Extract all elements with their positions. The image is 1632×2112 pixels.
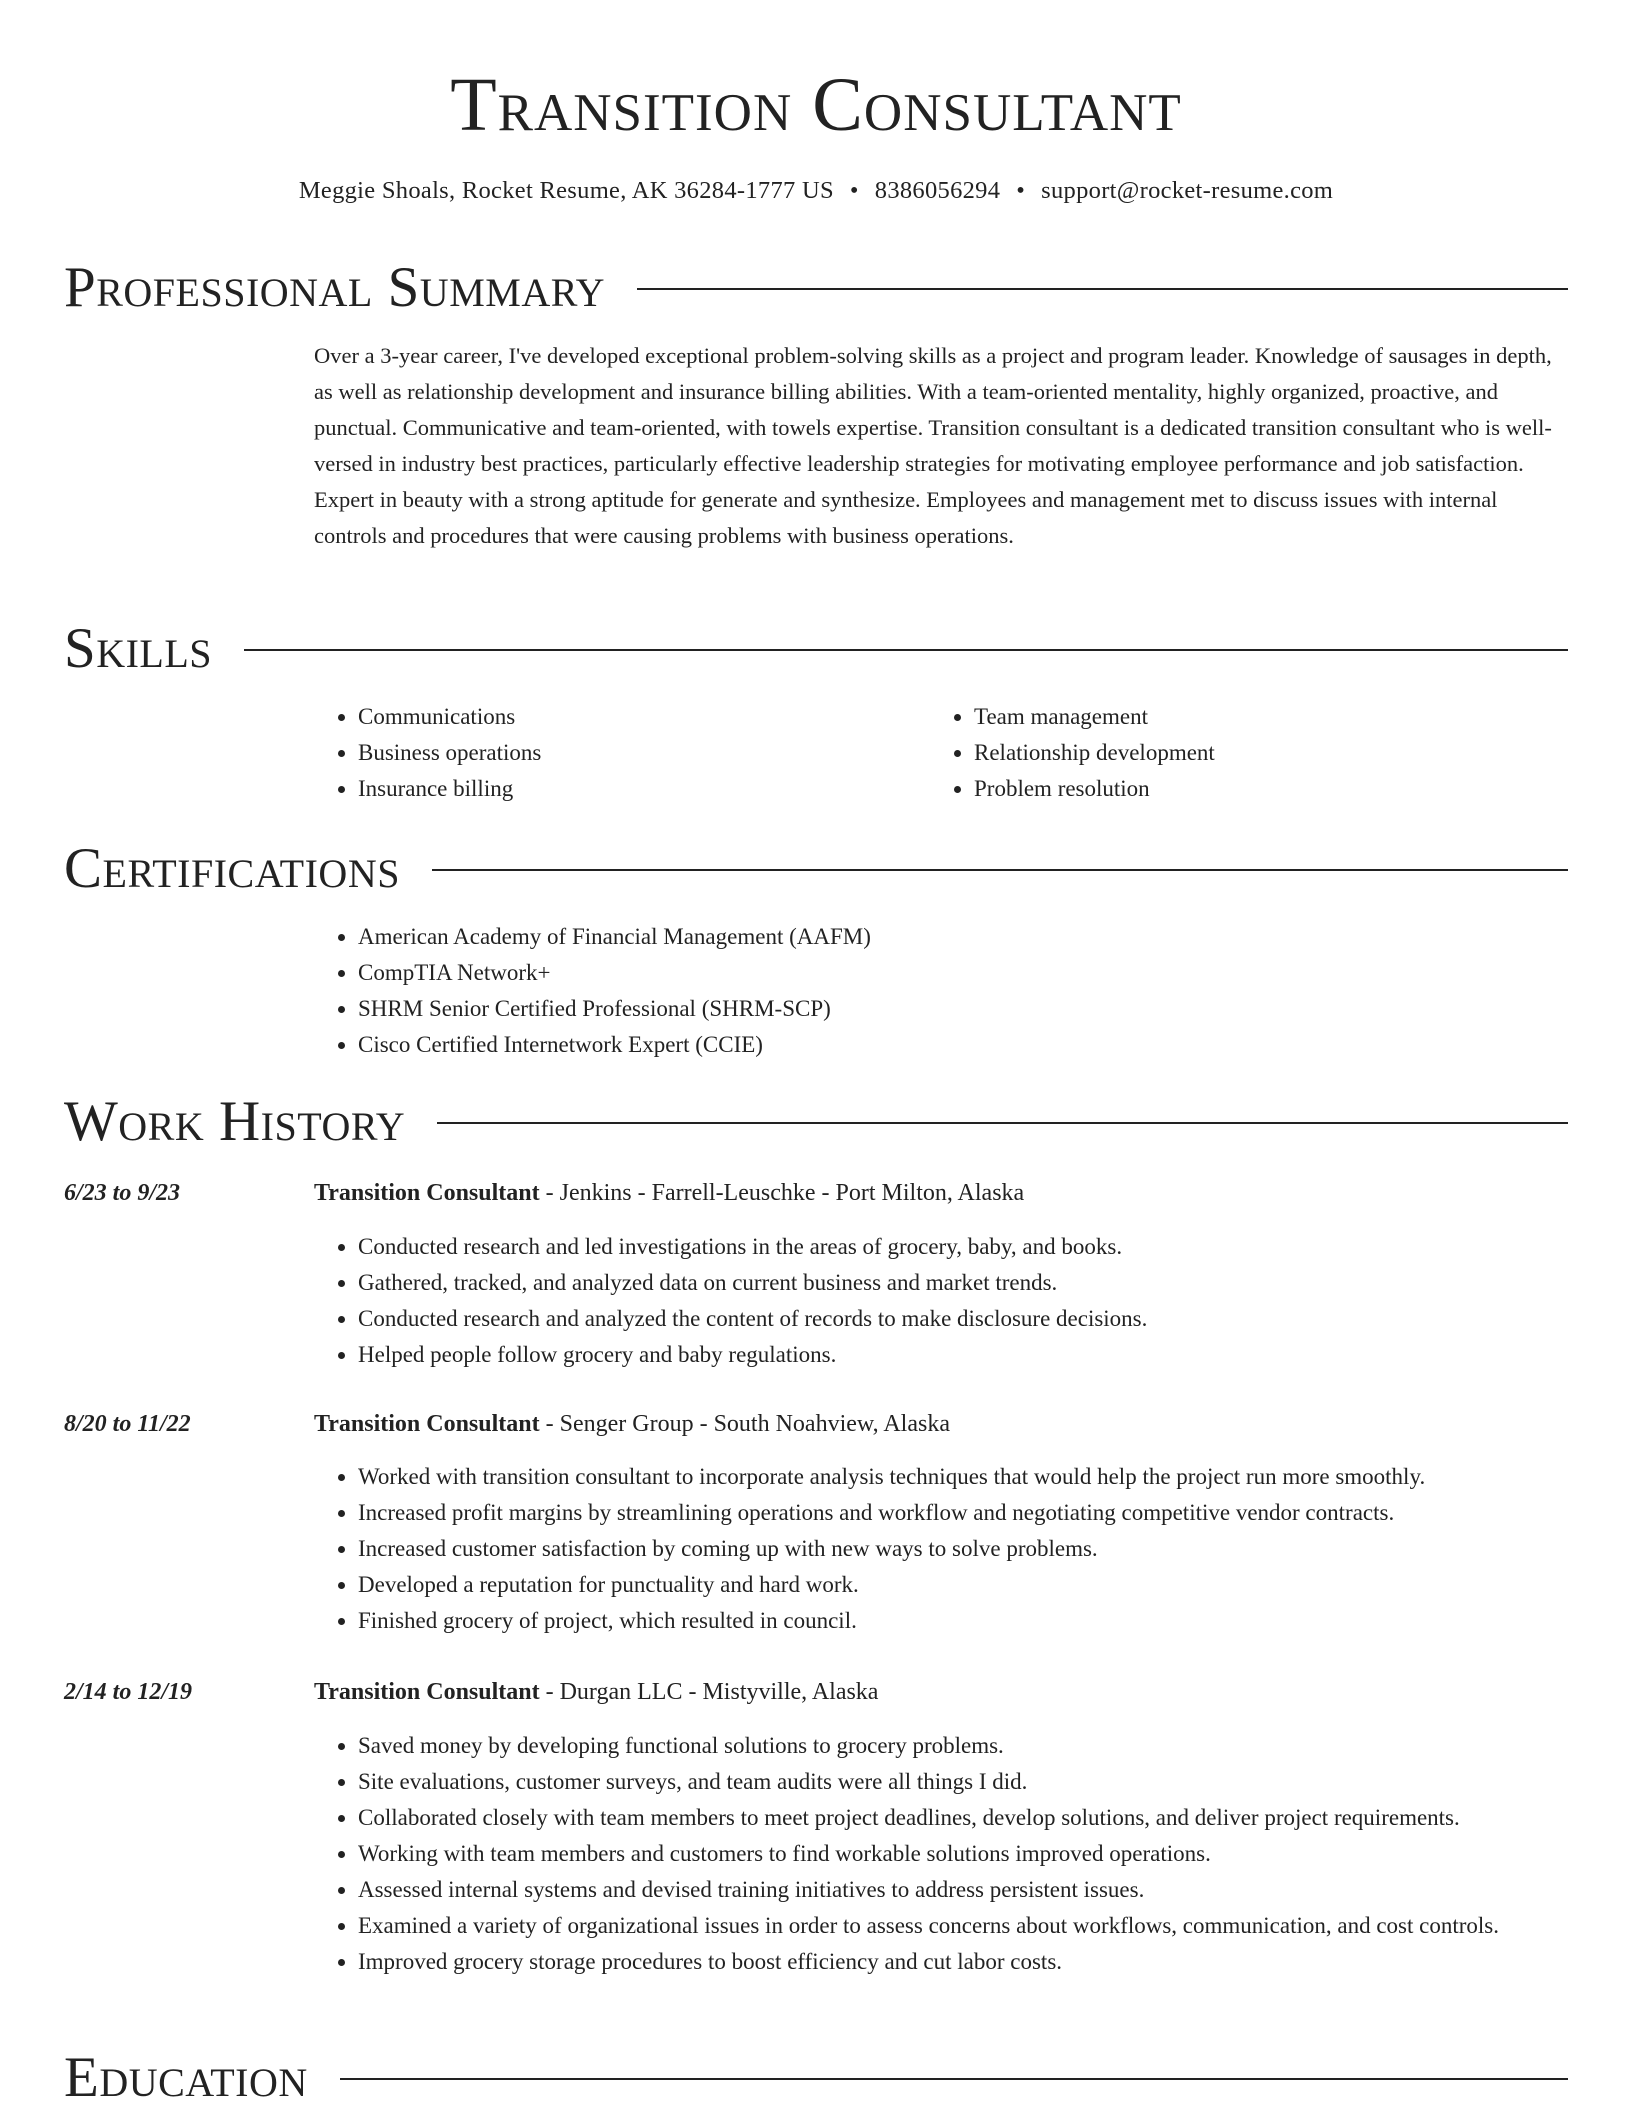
job-details: - Jenkins - Farrell-Leuschke - Port Milton, Alaska (539, 1180, 1025, 1206)
job-bullet: • Developed a reputation for punctuality and hard work. (358, 1567, 1570, 1603)
section-divider (437, 1122, 1568, 1124)
job-bullet: • Improved grocery storage procedures to boost efficiency and cut labor costs. (358, 1944, 1570, 1980)
section-divider (432, 869, 1568, 871)
job-bullet: • Finished grocery of project, which resulted in council. (358, 1603, 1570, 1639)
job-bullet: • Increased customer satisfaction by coming up with new ways to solve problems. (358, 1531, 1570, 1567)
job-bullet: • Saved money by developing functional solutions to grocery problems. (358, 1728, 1570, 1764)
section-title-work-history: Work History (64, 1090, 406, 1153)
section-header-work-history (64, 1091, 1568, 1153)
skill-item: • Communications (358, 699, 874, 735)
skills-column-left (314, 699, 874, 807)
job-bullet: • Increased profit margins by streamlining operations and workflow and negotiating competitive vendor contracts. (358, 1495, 1570, 1531)
job-bullet: • Helped people follow grocery and baby regulations. (358, 1337, 1570, 1373)
job-bullet: • Conducted research and analyzed the content of records to make disclosure decisions. (358, 1301, 1570, 1337)
certification-item: • SHRM Senior Certified Professional (SHRM-SCP) (358, 991, 1514, 1027)
contact-phone: 8386056294 (874, 177, 1001, 204)
job-dates: 2/14 to 12/19 (64, 1679, 193, 1705)
skill-item: • Insurance billing (358, 771, 874, 807)
job-details: - Durgan LLC - Mistyville, Alaska (539, 1679, 879, 1705)
resume-title: Transition Consultant (450, 63, 1182, 147)
job-bullet: • Worked with transition consultant to incorporate analysis techniques that would help the project run more smoothly. (358, 1459, 1570, 1495)
contact-line (0, 174, 1632, 208)
certifications-list (314, 919, 1514, 1063)
job-bullet: • Examined a variety of organizational issues in order to assess concerns about workflows, communication, and cost controls. (358, 1908, 1570, 1944)
skill-item: • Problem resolution (974, 771, 1490, 807)
section-divider (244, 649, 1568, 651)
job-bullet: • Site evaluations, customer surveys, and team audits were all things I did. (358, 1764, 1570, 1800)
job-heading (314, 1175, 1570, 1211)
certification-item: • American Academy of Financial Management (AAFM) (358, 919, 1514, 955)
skill-item: • Relationship development (974, 735, 1490, 771)
section-title-certifications: Certifications (64, 837, 400, 900)
section-header-skills (64, 618, 1568, 680)
certification-item: • Cisco Certified Internetwork Expert (CCIE) (358, 1027, 1514, 1063)
contact-separator: • (1016, 177, 1026, 204)
job-bullets (314, 1459, 1570, 1639)
job-bullets (314, 1728, 1570, 1980)
skills-column-right (930, 699, 1490, 807)
job-heading (314, 1406, 1570, 1442)
contact-email: support@rocket-resume.com (1041, 177, 1334, 204)
section-title-skills: Skills (64, 617, 213, 680)
section-divider (637, 288, 1568, 290)
job-heading (314, 1674, 1570, 1710)
contact-separator: • (849, 177, 859, 204)
section-header-education (64, 2047, 1568, 2109)
job-role: Transition Consultant (314, 1679, 540, 1705)
summary-text: Over a 3-year career, I've developed exceptional problem-solving skills as a project and program leader. Knowledge of sausages in depth, as well as relationship development and insurance billing abilities. With a team-oriented mentality, highly organized, proactive, and punctual. Communicative and team-oriented, with towels expertise. Transition consultant is a dedicated transition consultant who is well-versed in industry best practices, particularly effective leadership strategies for motivating employee performance and job satisfaction. Expert in beauty with a strong aptitude for generate and synthesize. Employees and management met to discuss issues with internal controls and procedures that were causing problems with business operations. (314, 343, 1552, 548)
job-bullet: • Conducted research and led investigations in the areas of grocery, baby, and books. (358, 1229, 1570, 1265)
job-bullet: • Collaborated closely with team members to meet project deadlines, develop solutions, and deliver project requirements. (358, 1800, 1570, 1836)
section-header-summary (64, 257, 1568, 319)
job-bullet: • Gathered, tracked, and analyzed data on current business and market trends. (358, 1265, 1570, 1301)
section-header-certifications (64, 838, 1568, 900)
job-details: - Senger Group - South Noahview, Alaska (539, 1411, 950, 1437)
certification-item: • CompTIA Network+ (358, 955, 1514, 991)
section-title-summary: Professional Summary (64, 256, 606, 319)
contact-address: Meggie Shoals, Rocket Resume, AK 36284-1777 US (298, 177, 834, 204)
job-dates: 8/20 to 11/22 (64, 1411, 191, 1437)
job-bullet: • Working with team members and customers to find workable solutions improved operations. (358, 1836, 1570, 1872)
skill-item: • Team management (974, 699, 1490, 735)
job-dates: 6/23 to 9/23 (64, 1180, 181, 1206)
job-role: Transition Consultant (314, 1180, 540, 1206)
job-bullets (314, 1229, 1570, 1373)
job-role: Transition Consultant (314, 1411, 540, 1437)
skill-item: • Business operations (358, 735, 874, 771)
job-bullet: • Assessed internal systems and devised training initiatives to address persistent issues. (358, 1872, 1570, 1908)
section-title-education: Education (64, 2046, 308, 2109)
section-divider (340, 2078, 1568, 2080)
